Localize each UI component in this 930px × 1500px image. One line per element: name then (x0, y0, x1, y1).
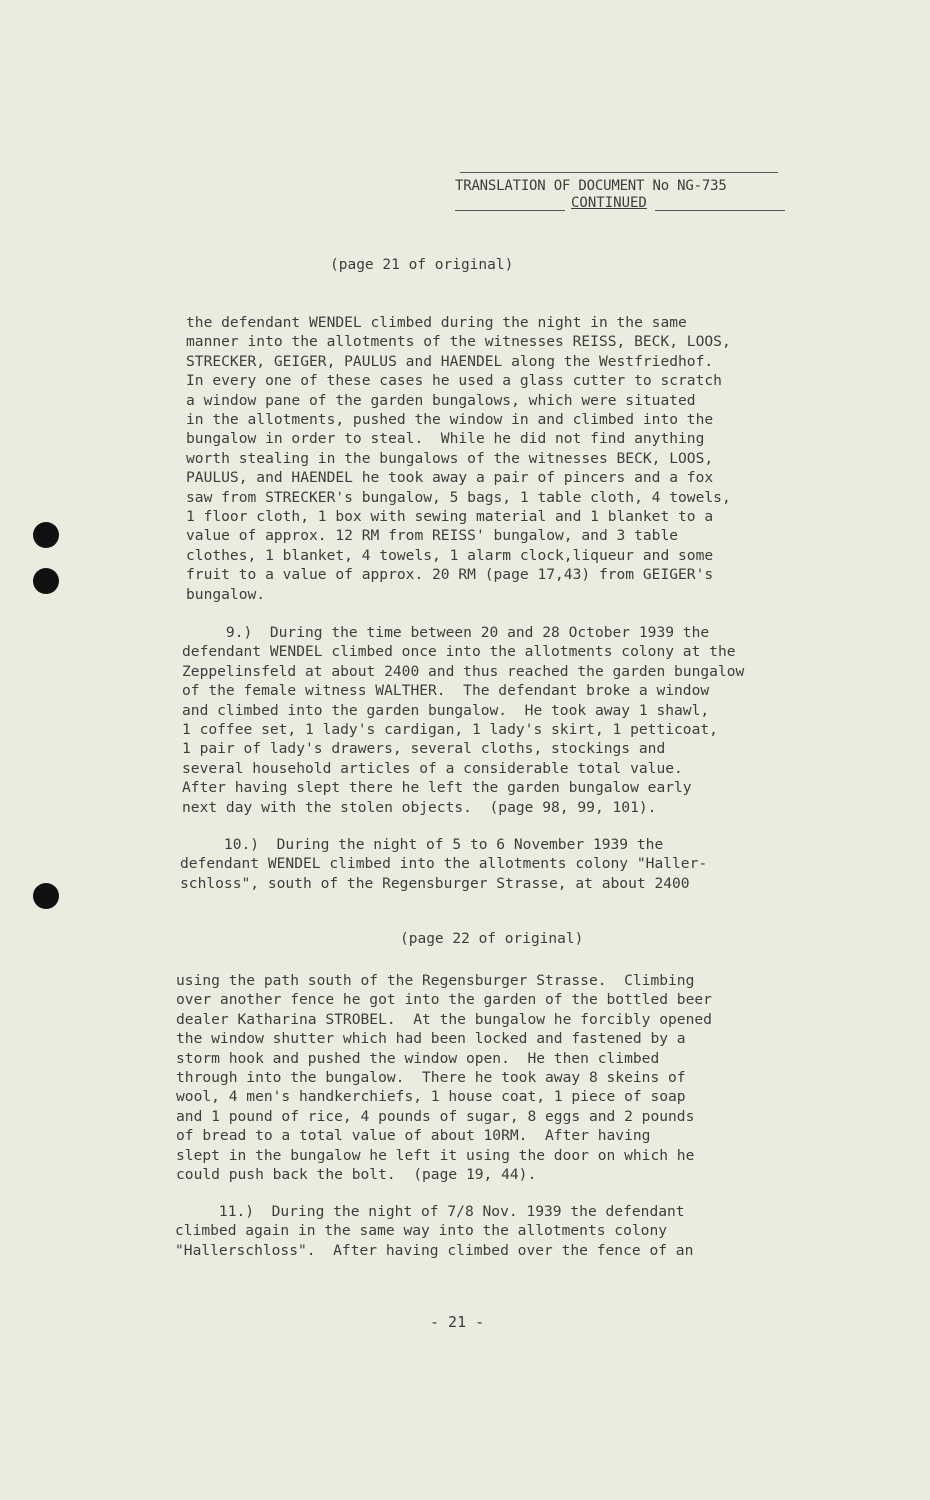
text-line: schloss", south of the Regensburger Strasse, at about 2400 (180, 874, 690, 892)
text-line: After having slept there he left the garden bungalow early (182, 779, 692, 797)
paragraph-item-9 (182, 623, 802, 817)
header-title: TRANSLATION OF DOCUMENT No NG-735 (455, 178, 727, 194)
text-line: and 1 pound of rice, 4 pounds of sugar, 8 eggs and 2 pounds (176, 1107, 695, 1125)
text-line: bungalow in order to steal. While he did not find anything (186, 430, 705, 448)
text-line: the defendant WENDEL climbed during the night in the same (186, 314, 687, 331)
text-line: clothes, 1 blanket, 4 towels, 1 alarm clock,liqueur and some (186, 546, 714, 564)
text-line: next day with the stolen objects. (page 98, 99, 101). (182, 798, 657, 816)
page-number: - 21 - (430, 1313, 485, 1331)
header-continued: CONTINUED (571, 195, 647, 211)
text-line: several household articles of a considerable total value. (182, 759, 683, 777)
paragraph-item-10-continued (176, 971, 796, 1184)
text-line: fruit to a value of approx. 20 RM (page 17,43) from GEIGER's (186, 566, 714, 584)
text-line: 1 pair of lady's drawers, several cloths, stockings and (182, 740, 666, 758)
text-line: 1 coffee set, 1 lady's cardigan, 1 lady's skirt, 1 petticoat, (182, 721, 718, 739)
page-ref-original-22: (page 22 of original) (400, 931, 584, 947)
text-line: of the female witness WALTHER. The defendant broke a window (182, 682, 710, 700)
header-continued-line (455, 195, 785, 211)
text-line: 11.) During the night of 7/8 Nov. 1939 the defendant (175, 1203, 685, 1220)
text-line: through into the bungalow. There he took away 8 skeins of (176, 1069, 686, 1087)
text-line: dealer Katharina STROBEL. At the bungalow he forcibly opened (176, 1010, 712, 1028)
text-line: "Hallerschloss". After having climbed over the fence of an (175, 1241, 694, 1259)
text-line: PAULUS, and HAENDEL he took away a pair of pincers and a fox (186, 469, 714, 487)
text-line: wool, 4 men's handkerchiefs, 1 house coat, 1 piece of soap (176, 1088, 686, 1106)
translation-header (455, 172, 785, 211)
text-line: value of approx. 12 RM from REISS' bungalow, and 3 table (186, 527, 679, 545)
paragraph-item-11 (175, 1202, 795, 1260)
header-dash-right (655, 201, 785, 211)
text-line: saw from STRECKER's bungalow, 5 bags, 1 table cloth, 4 towels, (186, 488, 731, 506)
text-line: the window shutter which had been locked and fastened by a (176, 1030, 686, 1048)
paragraph-continuation (186, 313, 806, 604)
text-line: storm hook and pushed the window open. He then climbed (176, 1049, 660, 1067)
header-dash-left (455, 201, 565, 211)
text-line: 9.) During the time between 20 and 28 October 1939 the (182, 624, 710, 641)
text-line: of bread to a total value of about 10RM. After having (176, 1127, 651, 1145)
text-line: in the allotments, pushed the window in and climbed into the (186, 411, 714, 429)
text-line: could push back the bolt. (page 19, 44). (176, 1166, 537, 1184)
punch-hole-middle (33, 568, 59, 594)
text-line: 1 floor cloth, 1 box with sewing material and 1 blanket to a (186, 508, 714, 526)
text-line: bungalow. (186, 585, 266, 603)
text-line: climbed again in the same way into the allotments colony (175, 1222, 668, 1240)
text-line: using the path south of the Regensburger Strasse. Climbing (176, 972, 695, 989)
text-line: a window pane of the garden bungalows, which were situated (186, 391, 696, 409)
text-line: manner into the allotments of the witnesses REISS, BECK, LOOS, (186, 333, 731, 351)
header-top-rule (460, 172, 778, 173)
paragraph-item-10 (180, 835, 800, 893)
text-line: over another fence he got into the garden of the bottled beer (176, 991, 712, 1009)
text-line: defendant WENDEL climbed into the allotments colony "Haller- (180, 855, 708, 873)
text-line: and climbed into the garden bungalow. He took away 1 shawl, (182, 701, 710, 719)
text-line: Zeppelinsfeld at about 2400 and thus reached the garden bungalow (182, 662, 745, 680)
text-line: defendant WENDEL climbed once into the allotments colony at the (182, 643, 736, 661)
text-line: slept in the bungalow he left it using the door on which he (176, 1146, 695, 1164)
text-line: In every one of these cases he used a glass cutter to scratch (186, 372, 722, 390)
text-line: STRECKER, GEIGER, PAULUS and HAENDEL along the Westfriedhof. (186, 352, 714, 370)
punch-hole-bottom (33, 883, 59, 909)
punch-hole-top (33, 522, 59, 548)
page-ref-original-21: (page 21 of original) (330, 257, 514, 273)
text-line: worth stealing in the bungalows of the witnesses BECK, LOOS, (186, 449, 714, 467)
text-line: 10.) During the night of 5 to 6 November 1939 the (180, 836, 664, 853)
